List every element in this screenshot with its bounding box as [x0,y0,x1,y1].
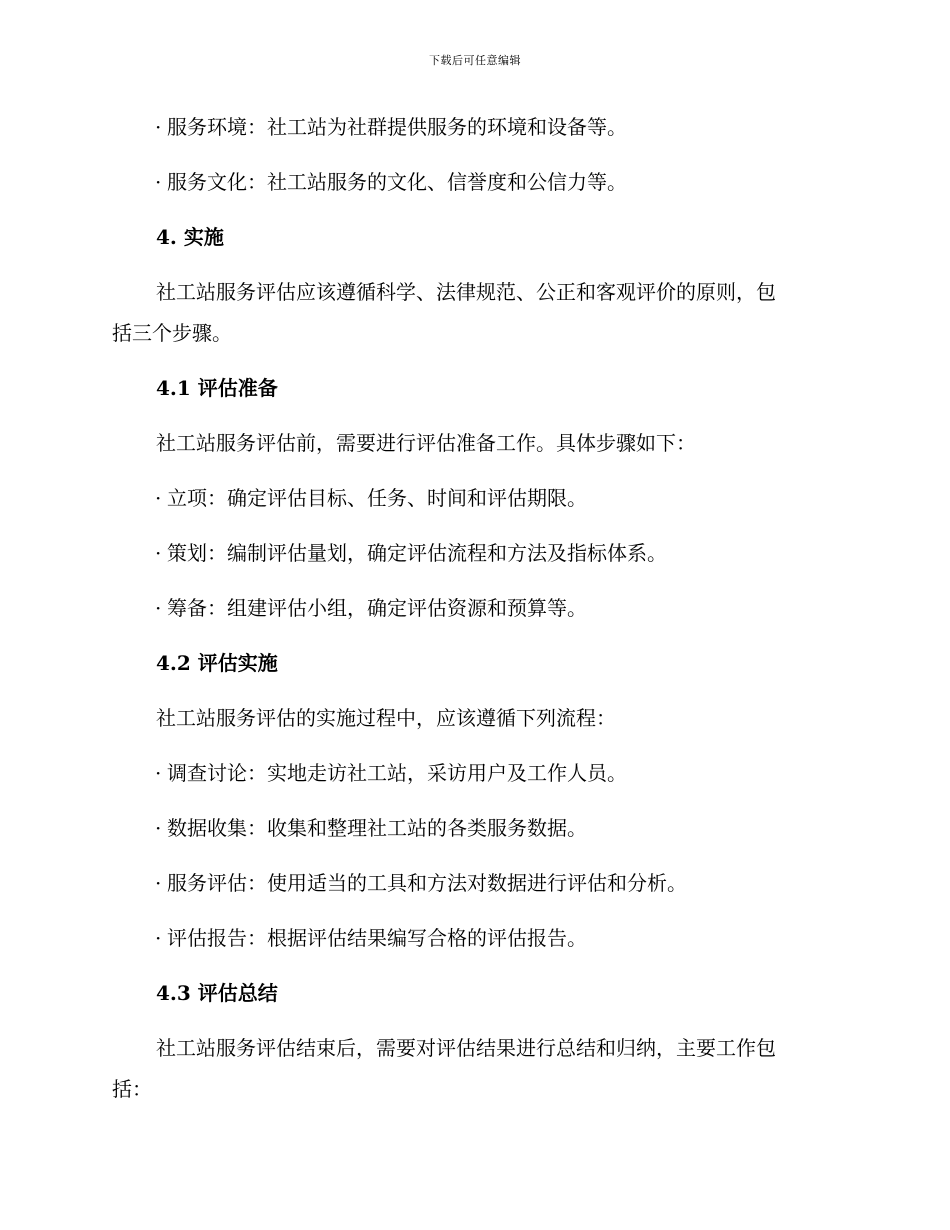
bullet-symbol: · [155,761,162,785]
bullet-item-data-collection [155,816,875,840]
bullet-item-service-environment [155,115,875,139]
bullet-item-project [155,486,875,510]
bullet-symbol: · [155,486,162,510]
bullet-text: 策划：编制评估量划，确定评估流程和方法及指标体系。 [167,541,667,565]
bullet-item-service-evaluation [155,871,875,895]
bullet-text: 服务评估：使用适当的工具和方法对数据进行评估和分析。 [167,871,687,895]
section-heading-4-3: 4.3 评估总结 [156,981,278,1005]
section-heading-4: 4. 实施 [156,225,224,249]
page-header: 下载后可任意编辑 [429,54,521,67]
paragraph-summary-line-2: 括： [112,1077,152,1101]
bullet-text: 立项：确定评估目标、任务、时间和评估期限。 [167,486,587,510]
paragraph-summary-line-1: 社工站服务评估结束后，需要对评估结果进行总结和归纳，主要工作包 [156,1036,776,1060]
bullet-symbol: · [155,596,162,620]
bullet-item-planning [155,541,875,565]
bullet-text: 数据收集：收集和整理社工站的各类服务数据。 [167,816,587,840]
bullet-text: 服务环境：社工站为社群提供服务的环境和设备等。 [167,115,627,139]
section-heading-4-1: 4.1 评估准备 [156,376,278,400]
bullet-item-preparation [155,596,875,620]
bullet-item-evaluation-report [155,926,875,950]
paragraph-implementation-line-1: 社工站服务评估应该遵循科学、法律规范、公正和客观评价的原则，包 [156,280,776,304]
bullet-item-service-culture [155,170,875,194]
bullet-symbol: · [155,816,162,840]
bullet-text: 评估报告：根据评估结果编写合格的评估报告。 [167,926,587,950]
bullet-symbol: · [155,871,162,895]
bullet-item-survey [155,761,875,785]
bullet-text: 服务文化：社工站服务的文化、信誉度和公信力等。 [167,170,627,194]
paragraph-implementation-line-2: 括三个步骤。 [112,321,232,345]
bullet-symbol: · [155,115,162,139]
paragraph-preparation: 社工站服务评估前，需要进行评估准备工作。具体步骤如下： [156,431,696,455]
bullet-symbol: · [155,541,162,565]
bullet-text: 筹备：组建评估小组，确定评估资源和预算等。 [167,596,587,620]
bullet-text: 调查讨论：实地走访社工站，采访用户及工作人员。 [167,761,627,785]
bullet-symbol: · [155,170,162,194]
paragraph-process: 社工站服务评估的实施过程中，应该遵循下列流程： [156,706,616,730]
section-heading-4-2: 4.2 评估实施 [156,651,278,675]
bullet-symbol: · [155,926,162,950]
